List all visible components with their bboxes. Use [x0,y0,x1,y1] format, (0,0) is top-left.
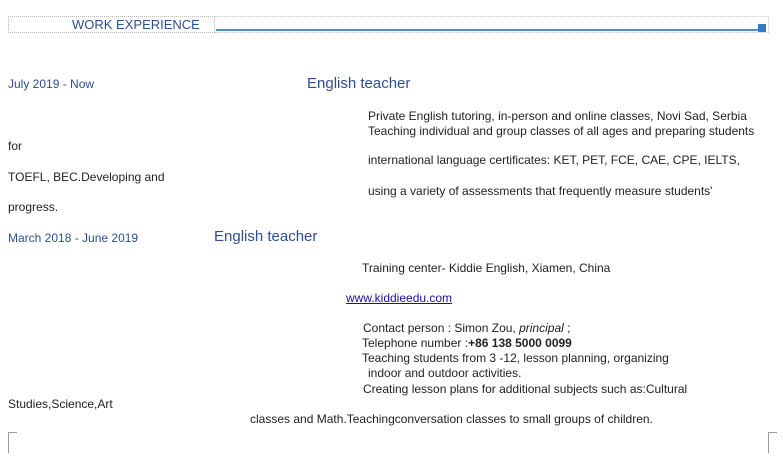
job-description-line: Teaching students from 3 -12, lesson planning, organizing [362,351,669,365]
job-description-line: international language certificates: KET, PET, FCE, CAE, CPE, IELTS, [368,153,740,167]
job-date: March 2018 - June 2019 [8,231,139,245]
contact-end: ; [563,321,571,335]
contact-name: Simon Zou, [454,321,520,335]
page-corner-mark-left [8,432,17,453]
job-description-line: classes and Math.Teachingconversation classes to small groups of children. [250,412,653,426]
job-title: English teacher [307,75,411,92]
section-marker-icon [758,24,766,32]
job-description-line: Private English tutoring, in-person and online classes, Novi Sad, Serbia [368,109,747,123]
job-description-line: Studies,Science,Art [8,397,113,411]
job-description-line: Creating lesson plans for additional subjects such as:Cultural [363,382,688,396]
job-date: July 2019 - Now [8,77,95,91]
contact-line [363,321,570,335]
job-description-line: using a variety of assessments that frequently measure students' [368,184,713,198]
phone-value: +86 138 5000 0099 [468,336,572,350]
section-title: WORK EXPERIENCE [72,17,200,32]
job-description-line: progress. [8,200,59,214]
phone-label: Telephone number : [362,336,469,350]
website-link[interactable]: www.kiddieedu.com [346,291,453,305]
contact-label: Contact person : [363,321,455,335]
contact-role: principal [519,321,564,335]
job-description-line: indoor and outdoor activities. [368,366,522,380]
section-divider [216,29,766,31]
job-description-line: TOEFL, BEC.Developing and [8,170,165,184]
job-organization: Training center- Kiddie English, Xiamen, China [362,261,611,275]
job-title: English teacher [214,228,318,245]
job-description-line: for [8,139,23,153]
job-description-line: Teaching individual and group classes of all ages and preparing students [368,124,755,138]
page-corner-mark-right [768,432,777,453]
phone-line [362,336,572,350]
